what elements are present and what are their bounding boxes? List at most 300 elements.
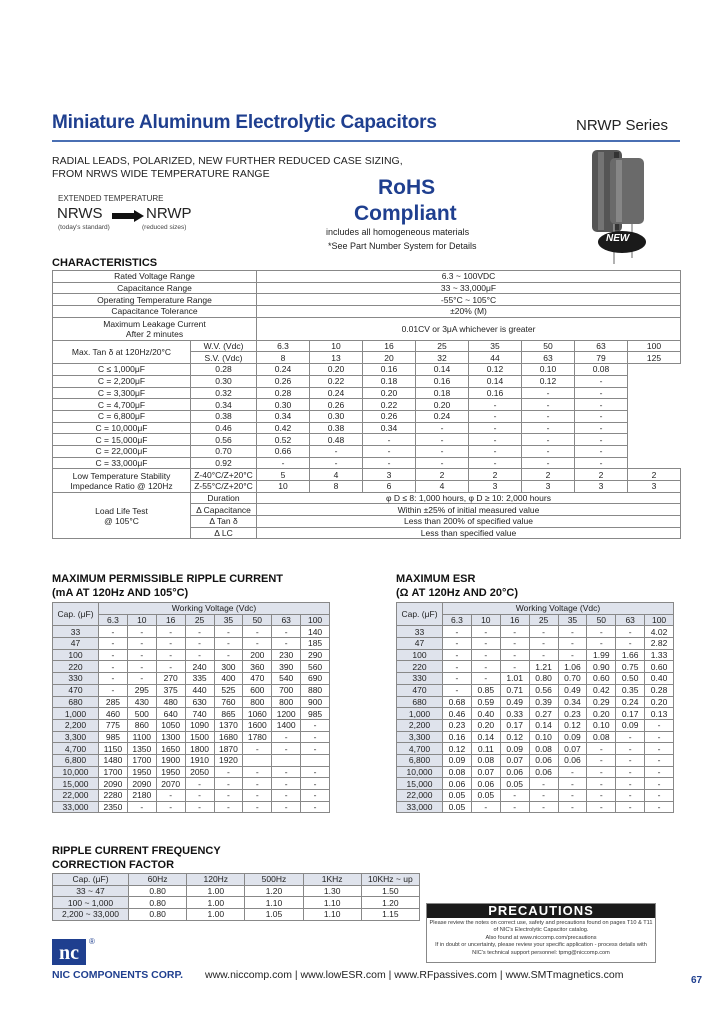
intro-line-2: FROM NRWS WIDE TEMPERATURE RANGE: [52, 168, 270, 180]
tan-row: [53, 410, 681, 422]
esr-value-cell: 0.50: [616, 673, 645, 685]
esr-cap-cell: 100: [397, 649, 443, 661]
ripple-voltage-header: 16: [156, 614, 185, 626]
ripple-value-cell: 430: [127, 696, 156, 708]
ripple-value-cell: -: [156, 661, 185, 673]
ripple-value-cell: 185: [301, 638, 330, 650]
ripple-cap-cell: 10,000: [53, 766, 99, 778]
ripple-value-cell: 2090: [99, 778, 128, 790]
ripple-value-cell: -: [272, 731, 301, 743]
ripple-value-cell: 690: [301, 673, 330, 685]
ripple-value-cell: -: [243, 638, 272, 650]
esr-value-cell: 0.08: [471, 754, 500, 766]
esr-value-cell: -: [443, 626, 472, 638]
ripple-voltage-header: 25: [185, 614, 214, 626]
esr-heading-2: (Ω AT 120Hz AND 20°C): [396, 587, 519, 599]
esr-value-cell: 0.06: [558, 754, 587, 766]
table-row: [397, 661, 674, 673]
correction-value-cell: 1.50: [361, 885, 419, 897]
ripple-cap-cell: 2,200: [53, 719, 99, 731]
esr-value-cell: 0.34: [558, 696, 587, 708]
sv-cell: 44: [469, 352, 522, 364]
footer-separator: |: [294, 969, 298, 981]
tan-cell: 0.42: [257, 422, 310, 434]
ripple-value-cell: 230: [272, 649, 301, 661]
esr-value-cell: -: [529, 626, 558, 638]
tan-row-label: C = 10,000μF: [53, 422, 191, 434]
correction-value-cell: 1.00: [187, 885, 245, 897]
ripple-value-cell: -: [99, 684, 128, 696]
esr-value-cell: 0.07: [471, 766, 500, 778]
esr-heading-1: MAXIMUM ESR: [396, 573, 476, 585]
ripple-value-cell: 500: [127, 708, 156, 720]
ripple-value-cell: -: [243, 778, 272, 790]
correction-value-cell: 1.10: [303, 909, 361, 921]
tan-cell: -: [522, 445, 575, 457]
ripple-value-cell: 2350: [99, 801, 128, 813]
tan-cell: -: [416, 445, 469, 457]
tan-cell: 0.24: [310, 387, 363, 399]
ripple-value-cell: -: [99, 673, 128, 685]
ripple-value-cell: 300: [214, 661, 243, 673]
tan-cell: 0.14: [469, 375, 522, 387]
ripple-value-cell: 1870: [214, 743, 243, 755]
ripple-value-cell: [272, 754, 301, 766]
tan-cell: -: [575, 410, 628, 422]
tan-row: [53, 457, 681, 469]
esr-value-cell: 0.13: [645, 708, 674, 720]
tan-cell: 0.34: [257, 410, 310, 422]
ripple-value-cell: -: [214, 638, 243, 650]
ripple-value-cell: 360: [243, 661, 272, 673]
esr-voltage-header: 35: [558, 614, 587, 626]
ripple-table-wrap: [52, 602, 330, 813]
table-row: [53, 897, 420, 909]
esr-value-cell: 0.20: [471, 719, 500, 731]
tan-cell: 0.12: [469, 364, 522, 376]
ripple-value-cell: -: [214, 790, 243, 802]
esr-value-cell: 0.24: [616, 696, 645, 708]
ripple-value-cell: -: [301, 743, 330, 755]
extended-temp-label: EXTENDED TEMPERATURE: [58, 194, 164, 203]
esr-value-cell: 4.02: [645, 626, 674, 638]
sv-cell: 63: [522, 352, 575, 364]
ripple-value-cell: 1950: [127, 766, 156, 778]
low-temp-cell: 4: [416, 481, 469, 493]
ripple-value-cell: -: [127, 801, 156, 813]
esr-value-cell: -: [616, 626, 645, 638]
esr-value-cell: 0.07: [500, 754, 529, 766]
ripple-value-cell: 1500: [185, 731, 214, 743]
ripple-voltage-header: 35: [214, 614, 243, 626]
esr-value-cell: 0.80: [529, 673, 558, 685]
footer-link-smtmagnetics[interactable]: www.SMTmagnetics.com: [505, 969, 624, 981]
table-row: [397, 731, 674, 743]
ripple-value-cell: -: [185, 778, 214, 790]
tan-row-label: C = 3,300μF: [53, 387, 191, 399]
sv-cell: 20: [363, 352, 416, 364]
tan-cell: -: [522, 410, 575, 422]
esr-value-cell: -: [587, 790, 616, 802]
low-temp-cell: 2: [628, 469, 681, 481]
operating-temp-value: -55°C ~ 105°C: [257, 294, 681, 306]
footer-link-niccomp[interactable]: www.niccomp.com: [205, 969, 292, 981]
esr-value-cell: -: [645, 731, 674, 743]
correction-header-cell: 60Hz: [129, 874, 187, 886]
tan-row: [53, 375, 681, 387]
tan-row-label: C = 4,700μF: [53, 399, 191, 411]
esr-value-cell: 1.01: [500, 673, 529, 685]
ripple-value-cell: 1910: [185, 754, 214, 766]
esr-value-cell: -: [558, 649, 587, 661]
tan-row-label: C = 2,200μF: [53, 375, 191, 387]
table-row: [53, 626, 330, 638]
load-life-label-line-1: Load Life Test: [95, 505, 148, 516]
new-label: NEW: [606, 233, 630, 244]
esr-wv-header: Working Voltage (Vdc): [443, 603, 674, 615]
low-temp-cell: 2: [575, 469, 628, 481]
series-name: NRWP Series: [576, 117, 668, 134]
low-temp-cell: 10: [257, 481, 310, 493]
tan-cell: 0.38: [191, 410, 257, 422]
table-row: [53, 754, 330, 766]
ripple-value-cell: -: [243, 626, 272, 638]
esr-value-cell: -: [471, 673, 500, 685]
esr-value-cell: 0.60: [587, 673, 616, 685]
ripple-value-cell: 775: [99, 719, 128, 731]
tan-cell: 0.48: [310, 434, 363, 446]
esr-value-cell: -: [645, 754, 674, 766]
ripple-cap-cell: 1,000: [53, 708, 99, 720]
nic-logo-text: nc: [59, 942, 79, 964]
tan-cell: 0.20: [416, 399, 469, 411]
esr-cap-header: Cap. (μF): [397, 603, 443, 626]
ripple-cap-cell: 4,700: [53, 743, 99, 755]
ripple-voltage-header: 6.3: [99, 614, 128, 626]
table-row: [397, 801, 674, 813]
esr-value-cell: 0.40: [471, 708, 500, 720]
esr-value-cell: -: [529, 790, 558, 802]
table-row: [397, 673, 674, 685]
esr-value-cell: -: [587, 638, 616, 650]
ripple-heading-2: (mA AT 120Hz AND 105°C): [52, 587, 189, 599]
table-row: [397, 696, 674, 708]
correction-cap-cell: 100 ~ 1,000: [53, 897, 129, 909]
wv-cell: 100: [628, 340, 681, 352]
low-temp-label-line-2: Impedance Ratio @ 120Hz: [70, 480, 173, 491]
precautions-line-2: of NIC's Electrolytic Capacitor catalog.: [493, 927, 589, 934]
correction-cap-cell: 2,200 ~ 33,000: [53, 909, 129, 921]
tan-cell: -: [469, 399, 522, 411]
leakage-label: [53, 317, 257, 340]
ripple-value-cell: -: [185, 801, 214, 813]
low-temp-cell: 3: [363, 469, 416, 481]
load-life-value: Less than 200% of specified value: [257, 516, 681, 528]
ripple-value-cell: -: [301, 778, 330, 790]
char-row-low-temp-1: [53, 469, 681, 481]
ripple-value-cell: 375: [156, 684, 185, 696]
esr-value-cell: -: [443, 673, 472, 685]
tan-row-label: C = 15,000μF: [53, 434, 191, 446]
table-row: [53, 766, 330, 778]
low-temp-label-line-1: Low Temperature Stability: [72, 470, 171, 481]
esr-value-cell: 0.11: [471, 743, 500, 755]
ripple-cap-header: Cap. (μF): [53, 603, 99, 626]
esr-cap-cell: 33: [397, 626, 443, 638]
esr-value-cell: 2.82: [645, 638, 674, 650]
ripple-value-cell: -: [156, 790, 185, 802]
tan-cell: 0.24: [257, 364, 310, 376]
tan-cell: -: [522, 457, 575, 469]
ripple-value-cell: -: [272, 778, 301, 790]
ripple-value-cell: -: [272, 790, 301, 802]
tan-row-label: C = 33,000μF: [53, 457, 191, 469]
ripple-value-cell: -: [99, 638, 128, 650]
leakage-label-line-1: Maximum Leakage Current: [103, 318, 206, 329]
table-row: [53, 885, 420, 897]
esr-value-cell: -: [443, 684, 472, 696]
esr-value-cell: 0.29: [587, 696, 616, 708]
from-series: NRWS: [57, 205, 103, 222]
ripple-cap-cell: 6,800: [53, 754, 99, 766]
esr-cap-cell: 22,000: [397, 790, 443, 802]
tan-cell: -: [257, 457, 310, 469]
tolerance-value: ±20% (M): [257, 306, 681, 318]
ripple-value-cell: 2180: [127, 790, 156, 802]
esr-cap-cell: 680: [397, 696, 443, 708]
ripple-value-cell: 1780: [243, 731, 272, 743]
wv-cell: 63: [575, 340, 628, 352]
esr-voltage-header: 25: [529, 614, 558, 626]
sv-cell: 8: [257, 352, 310, 364]
company-name: NIC COMPONENTS CORP.: [52, 969, 184, 981]
esr-cap-cell: 3,300: [397, 731, 443, 743]
footer-separator: |: [499, 969, 503, 981]
characteristics-table-wrap: [52, 270, 681, 539]
esr-value-cell: -: [471, 626, 500, 638]
low-temp-row-label: Z-55°C/Z+20°C: [191, 481, 257, 493]
ripple-voltage-header: 50: [243, 614, 272, 626]
esr-value-cell: 1.21: [529, 661, 558, 673]
footer-link-rfpassives[interactable]: www.RFpassives.com: [394, 969, 497, 981]
ripple-cap-cell: 33,000: [53, 801, 99, 813]
esr-value-cell: 0.06: [529, 766, 558, 778]
esr-value-cell: 0.09: [558, 731, 587, 743]
table-row: [53, 708, 330, 720]
tan-cell: -: [522, 387, 575, 399]
table-row: [397, 649, 674, 661]
ripple-value-cell: -: [272, 743, 301, 755]
ripple-value-cell: 1400: [272, 719, 301, 731]
esr-cap-cell: 33,000: [397, 801, 443, 813]
tan-cell: 0.34: [191, 399, 257, 411]
ripple-value-cell: 1800: [185, 743, 214, 755]
esr-value-cell: -: [645, 778, 674, 790]
correction-body: [53, 885, 420, 920]
ripple-value-cell: 900: [301, 696, 330, 708]
char-row-load-life-1: [53, 492, 681, 504]
tan-cell: 0.30: [257, 399, 310, 411]
tan-cell: 0.08: [575, 364, 628, 376]
characteristics-table: [52, 270, 681, 539]
precautions-line-1: Please review the notes on correct use, safety and precautions found on pages T10 & T11: [429, 920, 653, 926]
esr-value-cell: -: [500, 649, 529, 661]
ripple-value-cell: 1700: [127, 754, 156, 766]
esr-value-cell: 0.12: [500, 731, 529, 743]
ripple-value-cell: 880: [301, 684, 330, 696]
tan-row-label: C = 6,800μF: [53, 410, 191, 422]
load-life-value: Within ±25% of initial measured value: [257, 504, 681, 516]
char-row-leakage: [53, 317, 681, 340]
esr-voltage-header: 63: [616, 614, 645, 626]
esr-value-cell: 0.06: [443, 778, 472, 790]
esr-value-cell: 0.56: [529, 684, 558, 696]
ripple-value-cell: 630: [185, 696, 214, 708]
ripple-value-cell: 1680: [214, 731, 243, 743]
tan-row: [53, 422, 681, 434]
esr-value-cell: -: [471, 638, 500, 650]
ripple-value-cell: -: [127, 638, 156, 650]
to-series: NRWP: [146, 205, 192, 222]
ripple-value-cell: -: [214, 801, 243, 813]
esr-value-cell: 1.99: [587, 649, 616, 661]
registered-mark: ®: [89, 937, 95, 946]
tan-cell: 0.52: [257, 434, 310, 446]
ripple-value-cell: -: [301, 766, 330, 778]
to-series-note: (reduced sizes): [142, 224, 187, 231]
esr-value-cell: 0.17: [500, 719, 529, 731]
tan-cell: -: [575, 399, 628, 411]
char-row-capacitance: [53, 282, 681, 294]
tan-cell: 0.22: [310, 375, 363, 387]
tan-cell: 0.70: [191, 445, 257, 457]
table-row: [53, 790, 330, 802]
tan-cell: -: [363, 457, 416, 469]
tan-cell: -: [363, 445, 416, 457]
ripple-value-cell: -: [156, 626, 185, 638]
sv-cell: 125: [628, 352, 681, 364]
ripple-value-cell: 1370: [214, 719, 243, 731]
tan-cell: 0.46: [191, 422, 257, 434]
precautions-line-5: NIC's technical support personnel: tpmg@niccomp.com: [472, 949, 610, 956]
ripple-value-cell: 200: [243, 649, 272, 661]
esr-value-cell: 0.27: [529, 708, 558, 720]
esr-value-cell: -: [500, 638, 529, 650]
low-temp-cell: 3: [522, 481, 575, 493]
tan-cell: 0.12: [522, 375, 575, 387]
esr-value-cell: -: [616, 790, 645, 802]
tan-cell: 0.16: [416, 375, 469, 387]
ripple-table: [52, 602, 330, 813]
esr-value-cell: -: [587, 754, 616, 766]
table-row: [397, 719, 674, 731]
ripple-value-cell: -: [243, 743, 272, 755]
esr-value-cell: -: [558, 790, 587, 802]
tan-cell: -: [416, 422, 469, 434]
correction-value-cell: 1.20: [245, 885, 303, 897]
table-row: [397, 708, 674, 720]
low-temp-cell: 4: [310, 469, 363, 481]
esr-value-cell: 0.10: [587, 719, 616, 731]
esr-value-cell: -: [587, 626, 616, 638]
esr-value-cell: 0.68: [443, 696, 472, 708]
ripple-value-cell: -: [185, 649, 214, 661]
tan-cell: 0.26: [363, 410, 416, 422]
ripple-value-cell: -: [272, 626, 301, 638]
table-row: [53, 673, 330, 685]
ripple-value-cell: -: [272, 766, 301, 778]
esr-value-cell: 0.14: [529, 719, 558, 731]
esr-table-wrap: [396, 602, 674, 813]
esr-value-cell: 0.49: [500, 696, 529, 708]
footer-link-lowesr[interactable]: www.lowESR.com: [300, 969, 386, 981]
table-row: [53, 638, 330, 650]
table-row: [53, 649, 330, 661]
esr-value-cell: 0.59: [471, 696, 500, 708]
ripple-value-cell: 600: [243, 684, 272, 696]
precautions-line-3: Also found at www.niccomp.com/precautions: [485, 934, 597, 941]
intro-line-1: RADIAL LEADS, POLARIZED, NEW FURTHER REDUCED CASE SIZING,: [52, 155, 403, 167]
ripple-value-cell: 1090: [185, 719, 214, 731]
precautions-title: PRECAUTIONS: [427, 904, 655, 918]
load-life-label: [53, 492, 191, 539]
esr-voltage-header: 16: [500, 614, 529, 626]
ripple-value-cell: -: [301, 731, 330, 743]
ripple-cap-cell: 47: [53, 638, 99, 650]
esr-value-cell: 1.33: [645, 649, 674, 661]
footer-separator: |: [388, 969, 392, 981]
load-life-row-label: Δ Tan δ: [191, 516, 257, 528]
tan-cell: 0.66: [257, 445, 310, 457]
precautions-line-4: If in doubt or uncertainty, please review your specific application - process details with: [435, 942, 647, 949]
low-temp-cell: 5: [257, 469, 310, 481]
esr-value-cell: -: [587, 778, 616, 790]
table-row: [53, 743, 330, 755]
ripple-cap-cell: 330: [53, 673, 99, 685]
rohs-compliant: Compliant: [354, 202, 457, 225]
capacitance-value: 33 ~ 33,000μF: [257, 282, 681, 294]
esr-value-cell: -: [443, 638, 472, 650]
esr-table: [396, 602, 674, 813]
ripple-value-cell: 860: [127, 719, 156, 731]
sv-cell: 79: [575, 352, 628, 364]
correction-cap-cell: 33 ~ 47: [53, 885, 129, 897]
tan-cell: 0.18: [416, 387, 469, 399]
arrow-right-icon: [112, 209, 144, 227]
ripple-value-cell: 1100: [127, 731, 156, 743]
table-row: [397, 778, 674, 790]
esr-cap-cell: 10,000: [397, 766, 443, 778]
esr-value-cell: -: [529, 649, 558, 661]
correction-value-cell: 0.80: [129, 897, 187, 909]
correction-heading-1: RIPPLE CURRENT FREQUENCY: [52, 845, 221, 857]
table-row: [53, 696, 330, 708]
ripple-voltage-header: 100: [301, 614, 330, 626]
low-temp-cell: 2: [522, 469, 575, 481]
ripple-value-cell: 1200: [272, 708, 301, 720]
tan-cell: -: [575, 375, 628, 387]
char-row-operating-temp: [53, 294, 681, 306]
footer-links: [205, 969, 623, 981]
correction-value-cell: 0.80: [129, 885, 187, 897]
load-life-row-label: Duration: [191, 492, 257, 504]
esr-value-cell: 0.60: [645, 661, 674, 673]
capacitor-photo: [574, 148, 674, 266]
tan-cell: 0.20: [310, 364, 363, 376]
esr-cap-cell: 4,700: [397, 743, 443, 755]
ripple-value-cell: [301, 754, 330, 766]
tan-cell: 0.28: [191, 364, 257, 376]
